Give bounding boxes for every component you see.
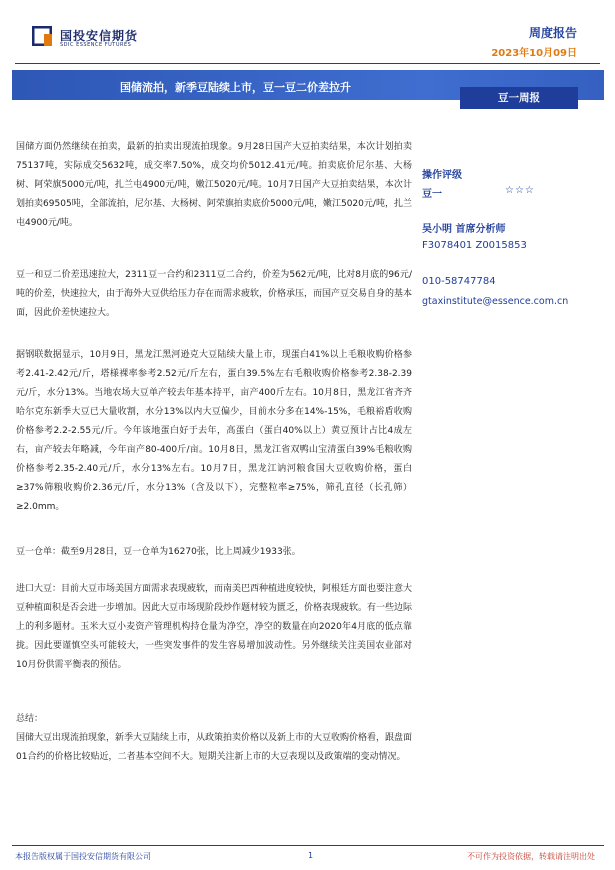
contact-phone: 010-58747784: [422, 276, 496, 287]
page-number: 1: [308, 851, 314, 860]
analyst-license: F3078401 Z0015853: [422, 240, 527, 251]
company-logo-icon: [32, 26, 52, 46]
paragraph-summary: 国储大豆出现流拍现象，新季大豆陆续上市，从政策拍卖价格以及新上市的大豆收购价格看，跟盘面01合约的价格比较贴近，二者基本空间不大。短期关注新上市的大豆表现以及政策端的变动情况。: [16, 733, 413, 762]
disclaimer-notice: 不可作为投资依据，转载请注明出处: [467, 852, 595, 861]
paragraph-harvest: 据钢联数据显示，10月9日，黑龙江黑河逊克大豆陆续大量上市，现蛋白41%以上毛粮收购价格参考2.41-2.42元/斤，塔様裸率参考2.52元/斤左右，蛋白39.5%左右毛粮收购价格参考2.38-2.39元/斤，水分13%。当地农场大豆单产较去年基本持平，亩产400斤左右。10月8日，黑龙江省齐齐哈尔克东新季大豆已大量收割，水分13%以内大豆偏少，目前水分多在14%-15%，毛粮裕盾收购价格参考2.2-2.55元/斤。今年该地蛋白好于去年，高蛋白（蛋白40%以上）黄豆预计占比4成左右，亩产较去年略减，今年亩产80-400斤/亩。10月8日，黑龙江省双鸭山宝清蛋白39%毛粮收购价格参考2.35-2.40元/斤，水分13%左右。10月7日，黑龙江讷河粮食国大豆收购价格，蛋白≥37%筛粮收购价2.36元/斤，水分13%（含及以下），完整粒率≥75%，筛孔直径（长孔筛）≥2.0mm。: [16, 350, 412, 512]
report-date: 2023年10月09日: [491, 48, 577, 59]
report-type: 周度报告: [528, 26, 577, 40]
analyst-name: 吴小明 首席分析师: [422, 224, 506, 235]
header-divider: [15, 63, 600, 64]
company-name: 国投安信期货: [60, 29, 139, 43]
footer-divider: [12, 845, 604, 846]
rating-product: 豆一: [422, 189, 442, 200]
paragraph-spread: 豆一和豆二价差迅速拉大，2311豆一合约和2311豆二合约，价差为562元/吨，比对8月底的96元/吨的价差，快速拉大，由于海外大豆供给压力存在而需求疲软，价格承压，而国产豆交易自身的基本面，因此价差快速拉大。: [16, 270, 413, 318]
company-name-en: SDIC ESSENCE FUTURES: [60, 42, 132, 48]
contact-email[interactable]: gtaxinstitute@essence.com.cn: [422, 296, 569, 307]
report-category-tab: 豆一周报: [460, 87, 578, 109]
paragraph-warehouse-receipts: 豆一仓单：截至9月28日，豆一仓单为16270张，比上周减少1933张。: [16, 547, 301, 557]
paragraph-imports: 进口大豆：目前大豆市场美国方面需求表现疲软，而南美巴西种植进度较快，阿根廷方面也要注意大豆种植面积是否会进一步增加。因此大豆市场现阶段炒作题材较为匮乏，价格表现疲软。有一些边际上的利多题材。玉米大豆小麦资产管理机构持仓量为净空，净空的数量在向2020年4月底的低点靠拢。因此要谨慎空头可能较大，一些突发事件的发生容易增加波动性。另外继续关注美国农业部对10月份供需平衡表的预估。: [16, 584, 413, 670]
summary-heading: 总结：: [16, 714, 44, 724]
rating-label: 操作评级: [422, 170, 462, 181]
paragraph-auction: 国储方面仍然继续在拍卖，最新的拍卖出现流拍现象。9月28日国产大豆拍卖结果，本次计划拍卖75137吨，实际成交5632吨，成交率7.50%，成交均价5012.41元/吨。拍卖底价尼尔基、大杨树、阿荣旗5000元/吨，扎兰屯4900元/吨，嫩江5020元/吨。10月7日国产大豆拍卖结果，本次计划拍卖69505吨，全部流拍，尼尔基、大杨树、阿荣旗拍卖底价5000元/吨，嫩江5020元/吨，扎兰屯4900元/吨。: [16, 142, 412, 228]
report-title: 国储流拍，新季豆陆续上市，豆一豆二价差拉升: [120, 81, 351, 94]
rating-stars-icon: ☆☆☆: [505, 185, 535, 196]
copyright-notice: 本报告版权属于国投安信期货有限公司: [15, 852, 151, 861]
